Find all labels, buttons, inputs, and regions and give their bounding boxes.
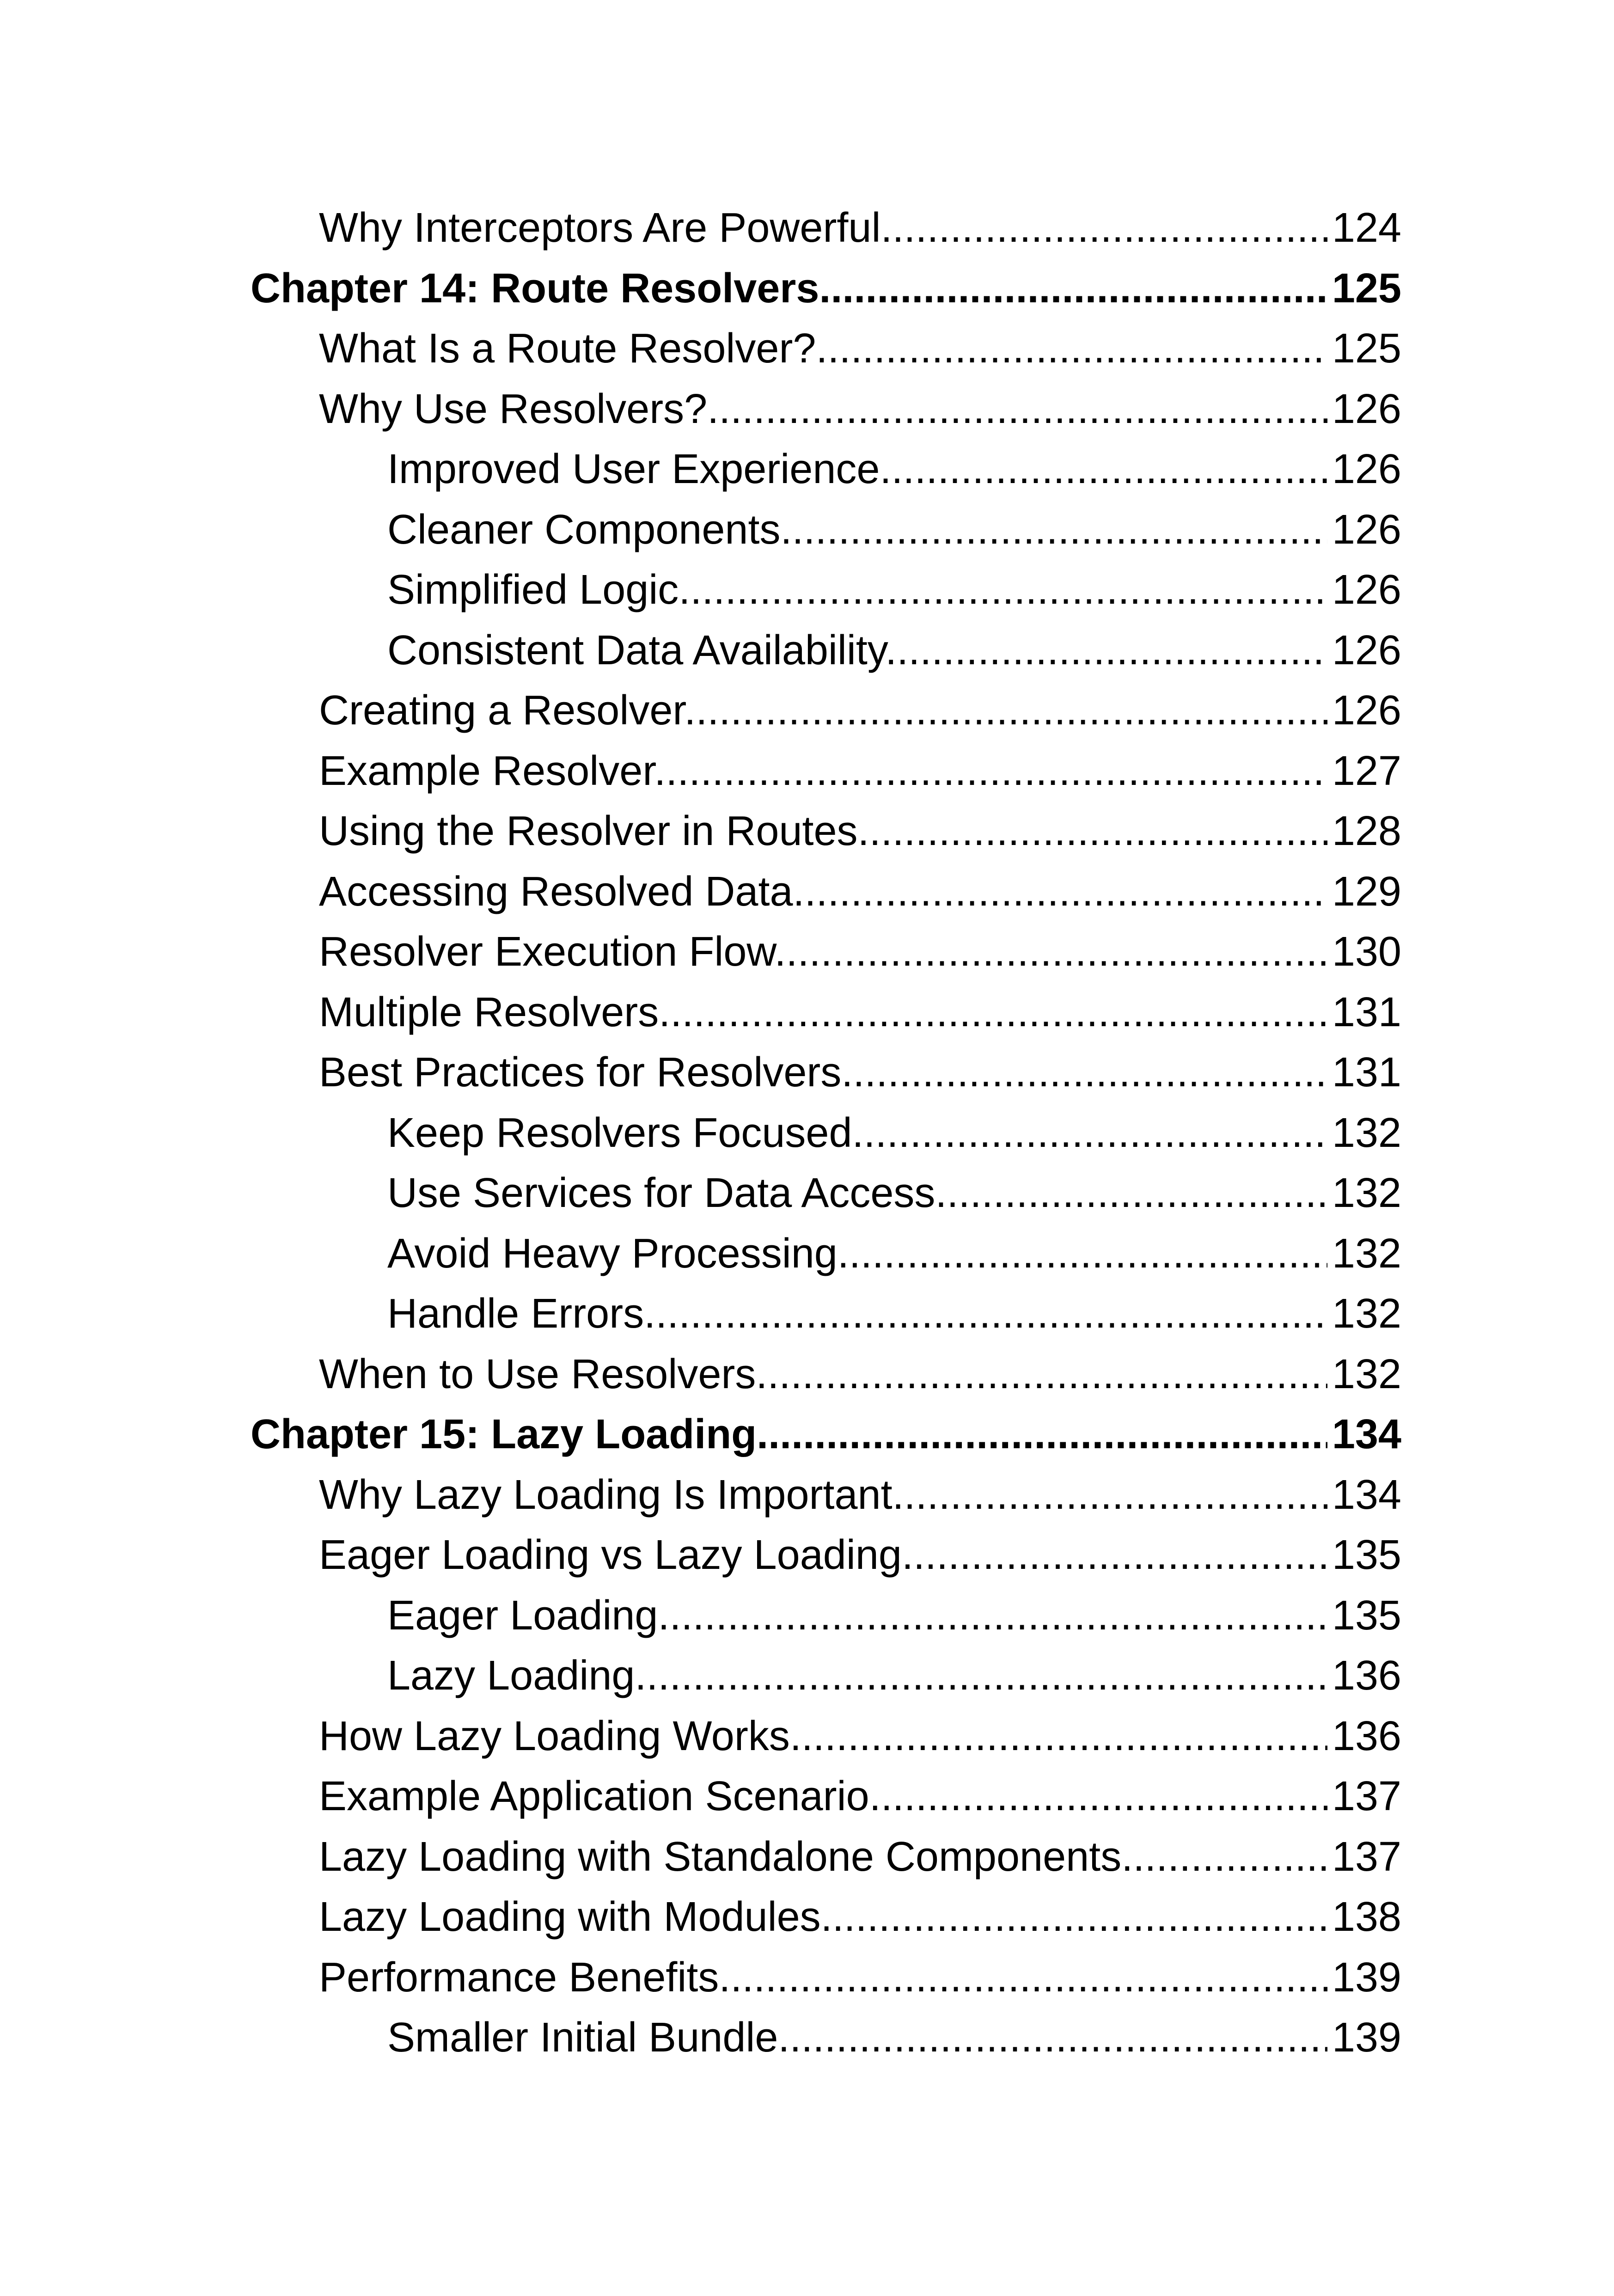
toc-entry-page: 125 — [1327, 258, 1401, 319]
toc-entry-title-wrap — [387, 439, 1401, 500]
toc-entry-title: Multiple Resolvers ..... — [319, 989, 1401, 1035]
toc-entry-title: Eager Loading ..... — [387, 1592, 1401, 1639]
toc-entry-page: 128 — [1327, 801, 1401, 862]
toc-entry-title-wrap — [319, 1344, 1401, 1405]
toc-entry-page: 134 — [1327, 1465, 1401, 1525]
toc-entry-12[interactable] — [319, 862, 1401, 922]
toc-entry-title-wrap — [319, 318, 1401, 379]
toc-entry-26[interactable] — [319, 1706, 1401, 1767]
toc-entry-page: 129 — [1327, 862, 1401, 922]
toc-entry-title-wrap — [319, 741, 1401, 802]
table-of-contents — [0, 198, 1614, 2068]
toc-entry-title: Avoid Heavy Processing ..... — [387, 1231, 1401, 1277]
toc-entry-title-wrap — [387, 1103, 1401, 1163]
toc-entry-title: How Lazy Loading Works ..... — [319, 1713, 1401, 1759]
toc-entry-title: When to Use Resolvers ..... — [319, 1351, 1401, 1397]
toc-entry-title-wrap — [319, 982, 1401, 1043]
toc-entry-page: 135 — [1327, 1586, 1401, 1646]
toc-entry-27[interactable] — [319, 1766, 1401, 1827]
toc-entry-title: Creating a Resolver ..... — [319, 687, 1401, 734]
toc-entry-title: What Is a Route Resolver? ..... — [319, 325, 1401, 372]
toc-entry-page: 139 — [1327, 1947, 1401, 2008]
toc-entry-title-wrap — [387, 2008, 1401, 2068]
toc-entry-title-wrap — [387, 560, 1401, 620]
toc-entry-6[interactable] — [387, 500, 1401, 560]
toc-entry-20[interactable] — [319, 1344, 1401, 1405]
toc-entry-title-wrap — [319, 1525, 1401, 1586]
toc-entry-title: Lazy Loading with Modules ..... — [319, 1894, 1401, 1940]
toc-entry-19[interactable] — [387, 1284, 1401, 1344]
toc-entry-title: Why Interceptors Are Powerful ..... — [319, 205, 1401, 251]
toc-entry-page: 126 — [1327, 379, 1401, 440]
toc-entry-page: 126 — [1327, 620, 1401, 681]
toc-entry-page: 132 — [1327, 1103, 1401, 1163]
toc-entry-page: 127 — [1327, 741, 1401, 802]
toc-entry-title-wrap — [319, 801, 1401, 862]
toc-entry-page: 134 — [1327, 1404, 1401, 1465]
toc-entry-3[interactable] — [319, 318, 1401, 379]
toc-entry-title-wrap — [251, 258, 1401, 319]
toc-entry-13[interactable] — [319, 922, 1401, 982]
toc-entry-title: Use Services for Data Access ..... — [387, 1170, 1401, 1216]
toc-entry-title-wrap — [319, 379, 1401, 440]
toc-entry-title: Consistent Data Availability ..... — [387, 627, 1401, 673]
toc-entry-title-wrap — [319, 922, 1401, 982]
toc-entry-title: Simplified Logic ..... — [387, 567, 1401, 613]
toc-entry-title: Why Lazy Loading Is Important ..... — [319, 1472, 1401, 1518]
toc-entry-28[interactable] — [319, 1827, 1401, 1887]
toc-entry-22[interactable] — [319, 1465, 1401, 1525]
toc-entry-page: 136 — [1327, 1646, 1401, 1706]
toc-entry-23[interactable] — [319, 1525, 1401, 1586]
toc-entry-page: 126 — [1327, 680, 1401, 741]
toc-entry-title-wrap — [319, 680, 1401, 741]
toc-entry-21[interactable] — [251, 1404, 1401, 1465]
toc-entry-page: 135 — [1327, 1525, 1401, 1586]
toc-entry-title-wrap — [387, 500, 1401, 560]
toc-entry-9[interactable] — [319, 680, 1401, 741]
toc-entry-title: Eager Loading vs Lazy Loading ..... — [319, 1532, 1401, 1578]
toc-entry-title-wrap — [319, 1706, 1401, 1767]
toc-entry-page: 126 — [1327, 560, 1401, 620]
toc-entry-31[interactable] — [387, 2008, 1401, 2068]
toc-entry-title-wrap — [319, 862, 1401, 922]
toc-entry-title-wrap — [387, 1224, 1401, 1284]
toc-entry-18[interactable] — [387, 1224, 1401, 1284]
toc-entry-title: Performance Benefits ..... — [319, 1954, 1401, 2001]
toc-entry-title-wrap — [251, 1404, 1401, 1465]
toc-entry-page: 131 — [1327, 982, 1401, 1043]
toc-entry-page: 132 — [1327, 1284, 1401, 1344]
toc-entry-title-wrap — [319, 198, 1401, 258]
toc-entry-title-wrap — [387, 1586, 1401, 1646]
toc-entry-page: 137 — [1327, 1827, 1401, 1887]
toc-entry-25[interactable] — [387, 1646, 1401, 1706]
toc-entry-page: 131 — [1327, 1042, 1401, 1103]
toc-entry-title-wrap — [387, 1284, 1401, 1344]
toc-entry-4[interactable] — [319, 379, 1401, 440]
toc-entry-page: 137 — [1327, 1766, 1401, 1827]
toc-entry-7[interactable] — [387, 560, 1401, 620]
toc-entry-14[interactable] — [319, 982, 1401, 1043]
toc-entry-title: Smaller Initial Bundle ..... — [387, 2014, 1401, 2061]
toc-entry-title-wrap — [319, 1465, 1401, 1525]
toc-entry-title-wrap — [387, 1163, 1401, 1224]
toc-entry-1[interactable] — [319, 198, 1401, 258]
toc-entry-title: Handle Errors ..... — [387, 1291, 1401, 1337]
toc-entry-title: Chapter 15: Lazy Loading ..... — [251, 1411, 1401, 1457]
toc-entry-title: Example Resolver ..... — [319, 748, 1401, 794]
toc-entry-title: Lazy Loading with Standalone Components ..... — [319, 1834, 1401, 1880]
toc-entry-title: Resolver Execution Flow ..... — [319, 929, 1401, 975]
toc-entry-30[interactable] — [319, 1947, 1401, 2008]
toc-entry-title-wrap — [319, 1766, 1401, 1827]
toc-entry-title: Improved User Experience ..... — [387, 446, 1401, 492]
toc-entry-page: 139 — [1327, 2008, 1401, 2068]
toc-entry-title-wrap — [319, 1947, 1401, 2008]
toc-entry-title: Keep Resolvers Focused ..... — [387, 1110, 1401, 1156]
toc-entry-page: 126 — [1327, 500, 1401, 560]
toc-entry-page: 124 — [1327, 198, 1401, 258]
toc-entry-15[interactable] — [319, 1042, 1401, 1103]
toc-entry-title: Using the Resolver in Routes ..... — [319, 808, 1401, 854]
toc-entry-title: Best Practices for Resolvers ..... — [319, 1049, 1401, 1096]
toc-entry-2[interactable] — [251, 258, 1401, 319]
toc-entry-title: Accessing Resolved Data ..... — [319, 869, 1401, 915]
toc-entry-title: Cleaner Components ..... — [387, 507, 1401, 553]
toc-entry-title: Why Use Resolvers? ..... — [319, 386, 1401, 432]
toc-entry-title-wrap — [387, 1646, 1401, 1706]
toc-entry-title: Lazy Loading ..... — [387, 1653, 1401, 1699]
toc-entry-page: 132 — [1327, 1344, 1401, 1405]
toc-entry-title-wrap — [319, 1827, 1401, 1887]
toc-entry-24[interactable] — [387, 1586, 1401, 1646]
toc-entry-11[interactable] — [319, 801, 1401, 862]
toc-entry-title-wrap — [319, 1042, 1401, 1103]
toc-entry-title-wrap — [387, 620, 1401, 681]
toc-entry-page: 138 — [1327, 1887, 1401, 1947]
toc-entry-page: 132 — [1327, 1163, 1401, 1224]
toc-entry-8[interactable] — [387, 620, 1401, 681]
toc-entry-17[interactable] — [387, 1163, 1401, 1224]
toc-entry-29[interactable] — [319, 1887, 1401, 1947]
toc-entry-page: 125 — [1327, 318, 1401, 379]
toc-entry-title: Chapter 14: Route Resolvers ..... — [251, 265, 1401, 312]
toc-entry-page: 126 — [1327, 439, 1401, 500]
toc-entry-10[interactable] — [319, 741, 1401, 802]
toc-entry-5[interactable] — [387, 439, 1401, 500]
toc-entry-page: 136 — [1327, 1706, 1401, 1767]
toc-entry-title-wrap — [319, 1887, 1401, 1947]
toc-entry-page: 132 — [1327, 1224, 1401, 1284]
toc-entry-page: 130 — [1327, 922, 1401, 982]
toc-entry-title: Example Application Scenario ..... — [319, 1773, 1401, 1819]
toc-entry-16[interactable] — [387, 1103, 1401, 1163]
